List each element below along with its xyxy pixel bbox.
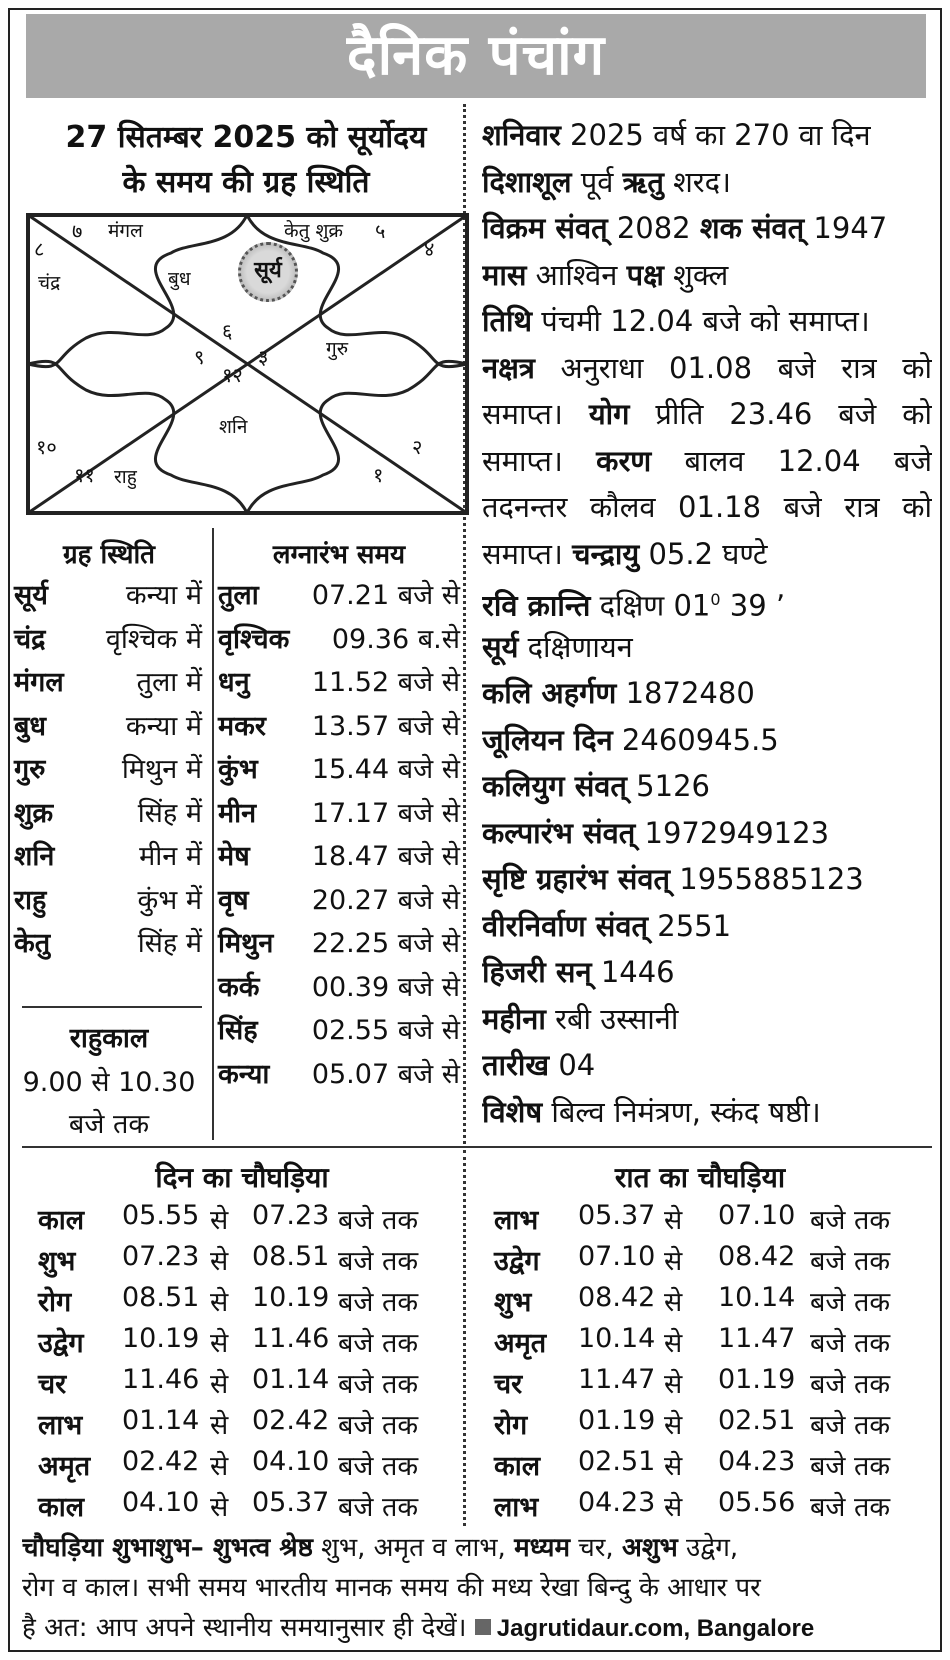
choghadiya-from: 11.47	[578, 1364, 656, 1395]
choghadiya-name: काल	[494, 1451, 541, 1482]
planet-label-guru: गुरु	[326, 338, 349, 360]
choghadiya-from: 01.19	[578, 1405, 656, 1436]
choghadiya-to: 04.23	[718, 1446, 796, 1477]
graha-planet: चंद्र	[14, 623, 46, 655]
panchang-line-veernirvan: वीरनिर्वाण संवत् 2551	[482, 908, 732, 943]
choghadiya-name: लाभ	[38, 1410, 83, 1441]
house-number-1: ६	[222, 319, 233, 343]
graha-planet: केतु	[14, 928, 51, 959]
planet-label-mangal: मंगल	[108, 220, 143, 242]
choghadiya-to: 07.23	[252, 1200, 330, 1231]
lagna-sign: कर्क	[218, 971, 260, 1003]
panchang-line-tithi: तिथि पंचमी 12.04 बजे को समाप्त।	[482, 304, 870, 338]
choghadiya-se: से	[664, 1287, 683, 1318]
choghadiya_night-row	[494, 1487, 924, 1529]
panchang-line-chandrayu: समाप्त। चन्द्रायु 05.2 घण्टे	[482, 536, 768, 571]
graha-planet: शनि	[14, 841, 55, 872]
graha-sign: सिंह में	[137, 797, 202, 829]
choghadiya-name: काल	[38, 1205, 85, 1236]
house-number-11: ८	[34, 237, 45, 261]
graha-planet: बुध	[14, 710, 47, 742]
choghadiya-to: 10.14	[718, 1282, 796, 1313]
choghadiya-se: से	[210, 1287, 229, 1318]
graha-sign: कुंभ में	[137, 884, 202, 916]
choghadiya-suffix: बजे तक	[338, 1451, 419, 1482]
choghadiya_day-row	[38, 1405, 468, 1447]
choghadiya-suffix: बजे तक	[810, 1451, 891, 1482]
lagna-time: 07.21 बजे से	[311, 580, 460, 611]
lagna-sign: मीन	[218, 797, 257, 829]
lagna-time: 13.57 बजे से	[311, 710, 460, 742]
choghadiya-to: 11.47	[718, 1323, 796, 1354]
panchang-line-maas: मास आश्विन पक्ष शुक्ल	[482, 257, 729, 292]
lagna-time: 17.17 बजे से	[311, 797, 460, 829]
lagna-time: 05.07 बजे से	[311, 1058, 460, 1090]
left-subcolumn-divider	[212, 528, 214, 1140]
house-number-5: २	[412, 435, 423, 459]
graha-planet: राहु	[14, 884, 47, 916]
choghadiya-to: 11.46	[252, 1323, 330, 1354]
house-number-6: १	[373, 463, 384, 487]
lagna-time: 00.39 बजे से	[311, 971, 460, 1003]
panchang-line-dishashool: दिशाशूल पूर्व ऋतु शरद।	[482, 164, 732, 199]
choghadiya-from: 04.10	[122, 1487, 200, 1518]
choghadiya-from: 02.51	[578, 1446, 656, 1477]
choghadiya-name: अमृत	[38, 1451, 91, 1482]
choghadiya-to: 02.42	[252, 1405, 330, 1436]
choghadiya-se: से	[210, 1492, 229, 1523]
choghadiya-se: से	[664, 1492, 683, 1523]
panchang-line-kalparambh: कल्पारंभ संवत् 1972949123	[482, 815, 830, 850]
panchang-line-yog: समाप्त। योग प्रीति 23.46 बजे को	[482, 397, 932, 431]
lagna-time: 11.52 बजे से	[311, 667, 460, 698]
house-number-8: ११	[74, 463, 95, 487]
choghadiya-name: रोग	[38, 1287, 72, 1318]
day-choghadiya-title: दिन का चौघड़िया	[155, 1161, 329, 1194]
graha-planet: मंगल	[14, 667, 64, 698]
lagna-time: 20.27 बजे से	[311, 884, 460, 916]
panchang-line-srishti: सृष्टि ग्रहारंभ संवत् 1955885123	[482, 862, 864, 896]
choghadiya-from: 07.23	[122, 1241, 200, 1272]
choghadiya-suffix: बजे तक	[338, 1369, 419, 1400]
choghadiya_night-row	[494, 1323, 924, 1365]
house-number-3: ४	[424, 237, 435, 261]
footer-line-2: रोग व काल। सभी समय भारतीय मानक समय की मध्य रेखा बिन्दु के आधार पर	[22, 1573, 761, 1603]
choghadiya-se: से	[664, 1410, 683, 1441]
lagna-sign: मकर	[218, 710, 266, 742]
choghadiya-suffix: बजे तक	[810, 1492, 891, 1523]
choghadiya-se: से	[210, 1205, 229, 1236]
lagna-sign: कन्या	[218, 1058, 270, 1090]
lagna-sign: कुंभ	[218, 754, 258, 785]
horoscope-chart	[26, 213, 469, 515]
choghadiya-suffix: बजे तक	[338, 1328, 419, 1359]
choghadiya-se: से	[210, 1369, 229, 1400]
panchang-line-tarikh: तारीख 04	[482, 1048, 596, 1082]
choghadiya_day-row	[38, 1282, 468, 1324]
graha-sign: कन्या में	[125, 580, 202, 611]
graha-sign: मीन में	[139, 841, 202, 872]
choghadiya-to: 10.19	[252, 1282, 330, 1313]
lagna-time: 18.47 बजे से	[311, 841, 460, 872]
lagna-sign: धनु	[218, 667, 250, 698]
banner-title: दैनिक पंचांग	[26, 14, 926, 98]
choghadiya-from: 08.42	[578, 1282, 656, 1313]
choghadiya_night-row	[494, 1446, 924, 1488]
choghadiya_night-row	[494, 1200, 924, 1242]
choghadiya-name: शुभ	[38, 1246, 76, 1277]
panchang-details	[482, 112, 932, 1135]
choghadiya-se: से	[210, 1451, 229, 1482]
choghadiya-to: 04.10	[252, 1446, 330, 1477]
choghadiya-to: 07.10	[718, 1200, 796, 1231]
choghadiya-from: 11.46	[122, 1364, 200, 1395]
choghadiya-from: 08.51	[122, 1282, 200, 1313]
choghadiya-from: 04.23	[578, 1487, 656, 1518]
panchang-line-kaliyug: कलियुग संवत् 5126	[482, 769, 710, 803]
lagna-sign: तुला	[218, 580, 259, 611]
choghadiya-suffix: बजे तक	[810, 1328, 891, 1359]
panchang-line-karan-cont: तदनन्तर कौलव 01.18 बजे रात्र को	[482, 490, 932, 524]
house-number-2: ५	[375, 219, 386, 243]
chart-heading-line1: 27 सितम्बर 2025 को सूर्योदय	[65, 120, 427, 155]
choghadiya_day-row	[38, 1241, 468, 1283]
choghadiya-se: से	[664, 1369, 683, 1400]
panchang-line-kranti: रवि क्रान्ति दक्षिण $01^0$ 39 ’	[482, 588, 786, 623]
graha-sthiti-heading: ग्रह स्थिति	[62, 540, 156, 570]
brand-credit: Jagrutidaur.com, Bangalore	[475, 1615, 814, 1642]
lagna-time: 15.44 बजे से	[311, 754, 460, 785]
choghadiya-to: 05.56	[718, 1487, 796, 1518]
house-number-12: ७	[72, 219, 83, 243]
choghadiya-from: 05.37	[578, 1200, 656, 1231]
choghadiya-name: काल	[38, 1492, 85, 1523]
panchang-line-julian: जूलियन दिन 2460945.5	[482, 722, 779, 757]
brand-square-icon	[475, 1619, 491, 1635]
lagna-sign: वृष	[218, 884, 249, 916]
choghadiya-se: से	[664, 1246, 683, 1277]
panchang-line-karan: समाप्त। करण बालव 12.04 बजे	[482, 443, 932, 478]
choghadiya-suffix: बजे तक	[338, 1410, 419, 1441]
choghadiya_day-row	[38, 1364, 468, 1406]
house-number-9: १०	[36, 435, 57, 459]
choghadiya-se: से	[210, 1246, 229, 1277]
panchang-line-ahargan: कलि अहर्गण 1872480	[482, 676, 755, 710]
choghadiya-name: चर	[494, 1369, 523, 1400]
choghadiya-name: शुभ	[494, 1287, 532, 1318]
lagna-time: 02.55 बजे से	[311, 1015, 460, 1046]
choghadiya-suffix: बजे तक	[338, 1205, 419, 1236]
graha-sign: कन्या में	[125, 710, 202, 742]
choghadiya-name: उद्वेग	[494, 1246, 540, 1277]
choghadiya-from: 10.19	[122, 1323, 200, 1354]
choghadiya_day-row	[38, 1446, 468, 1488]
choghadiya-name: रोग	[494, 1410, 528, 1441]
lagna-time: 22.25 बजे से	[311, 928, 460, 959]
footer-line-1: चौघड़िया शुभाशुभ– शुभत्व श्रेष्ठ शुभ, अमृत व लाभ, मध्यम चर, अशुभ उद्वेग,	[22, 1533, 739, 1563]
sun-emblem: सूर्य	[238, 242, 298, 302]
choghadiya-from: 07.10	[578, 1241, 656, 1272]
lagna-time: 09.36 ब.से	[331, 623, 460, 655]
rahukaal-time: 9.00 से 10.30	[22, 1067, 196, 1098]
choghadiya-suffix: बजे तक	[338, 1287, 419, 1318]
lagnarambh-heading: लग्नारंभ समय	[272, 540, 406, 570]
footer-note	[22, 1528, 932, 1648]
rahukaal-divider	[22, 1006, 202, 1008]
choghadiya-to: 01.19	[718, 1364, 796, 1395]
choghadiya_night-row	[494, 1405, 924, 1447]
choghadiya-suffix: बजे तक	[338, 1246, 419, 1277]
choghadiya-from: 10.14	[578, 1323, 656, 1354]
choghadiya_night-row	[494, 1282, 924, 1324]
panchang-line-surya: सूर्य दक्षिणायन	[482, 629, 633, 664]
rahukaal-heading: राहुकाल	[69, 1023, 149, 1054]
graha-sign: तुला में	[136, 667, 202, 698]
choghadiya-suffix: बजे तक	[810, 1205, 891, 1236]
choghadiya-to: 05.37	[252, 1487, 330, 1518]
planet-label-ketu-shukra: केतु शुक्र	[284, 220, 343, 242]
choghadiya-divider	[22, 1146, 932, 1148]
graha-sign: वृश्चिक में	[105, 623, 202, 655]
choghadiya_night-row	[494, 1241, 924, 1283]
choghadiya-se: से	[210, 1410, 229, 1441]
panchang-line-vishesh: विशेष बिल्व निमंत्रण, स्कंद षष्ठी।	[482, 1094, 821, 1129]
choghadiya-se: से	[664, 1451, 683, 1482]
night-choghadiya-title: रात का चौघड़िया	[614, 1161, 786, 1194]
graha-planet: गुरु	[14, 754, 46, 785]
panchang-line-nakshatra: नक्षत्र अनुराधा 01.08 बजे रात्र को	[482, 350, 932, 385]
choghadiya-name: उद्वेग	[38, 1328, 84, 1359]
choghadiya-name: लाभ	[494, 1492, 539, 1523]
choghadiya-suffix: बजे तक	[810, 1410, 891, 1441]
rahukaal-suffix: बजे तक	[68, 1109, 150, 1140]
choghadiya-suffix: बजे तक	[810, 1246, 891, 1277]
panchang-line-mahina: महीना रबी उस्सानी	[482, 1001, 679, 1036]
choghadiya-name: लाभ	[494, 1205, 539, 1236]
choghadiya-suffix: बजे तक	[338, 1492, 419, 1523]
choghadiya-name: चर	[38, 1369, 67, 1400]
choghadiya-from: 01.14	[122, 1405, 200, 1436]
house-number-4: ३	[258, 345, 269, 369]
panchang-line-samvat: विक्रम संवत् 2082 शक संवत् 1947	[482, 211, 888, 245]
choghadiya_day-row	[38, 1200, 468, 1242]
house-number-10: ९	[194, 345, 205, 369]
choghadiya-from: 02.42	[122, 1446, 200, 1477]
planet-label-rahu: राहु	[114, 466, 137, 488]
choghadiya_day-row	[38, 1487, 468, 1529]
choghadiya-suffix: बजे तक	[810, 1287, 891, 1318]
choghadiya-suffix: बजे तक	[810, 1369, 891, 1400]
choghadiya-se: से	[664, 1205, 683, 1236]
graha-planet: सूर्य	[14, 580, 48, 611]
lagna-sign: वृश्चिक	[218, 623, 290, 655]
graha-planet: शुक्र	[14, 797, 54, 829]
lagna-sign: सिंह	[218, 1015, 258, 1046]
choghadiya-to: 08.51	[252, 1241, 330, 1272]
planet-label-budh: बुध	[168, 268, 191, 290]
graha-sign: सिंह में	[137, 928, 202, 959]
panchang-line-hijri: हिजरी सन् 1446	[482, 955, 675, 989]
choghadiya-to: 02.51	[718, 1405, 796, 1436]
choghadiya_day-row	[38, 1323, 468, 1365]
planet-label-chandra: चंद्र	[38, 272, 61, 294]
lagna-sign: मेष	[218, 841, 250, 872]
choghadiya-name: अमृत	[494, 1328, 547, 1359]
graha-sign: मिथुन में	[121, 754, 202, 785]
choghadiya-to: 01.14	[252, 1364, 330, 1395]
choghadiya-se: से	[210, 1328, 229, 1359]
chart-heading-line2: के समय की ग्रह स्थिति	[122, 165, 370, 200]
house-number-7: १२	[222, 363, 243, 387]
choghadiya-from: 05.55	[122, 1200, 200, 1231]
choghadiya-to: 08.42	[718, 1241, 796, 1272]
planet-label-shani: शनि	[219, 416, 248, 438]
choghadiya-se: से	[664, 1328, 683, 1359]
lagna-sign: मिथुन	[218, 928, 274, 959]
footer-line-3: है अत: आप अपने स्थानीय समयानुसार ही देखें। Jagrutidaur.com, Bangalore	[22, 1613, 815, 1643]
panchang-line-vaar: शनिवार 2025 वर्ष का 270 वा दिन	[482, 118, 871, 152]
choghadiya_night-row	[494, 1364, 924, 1406]
